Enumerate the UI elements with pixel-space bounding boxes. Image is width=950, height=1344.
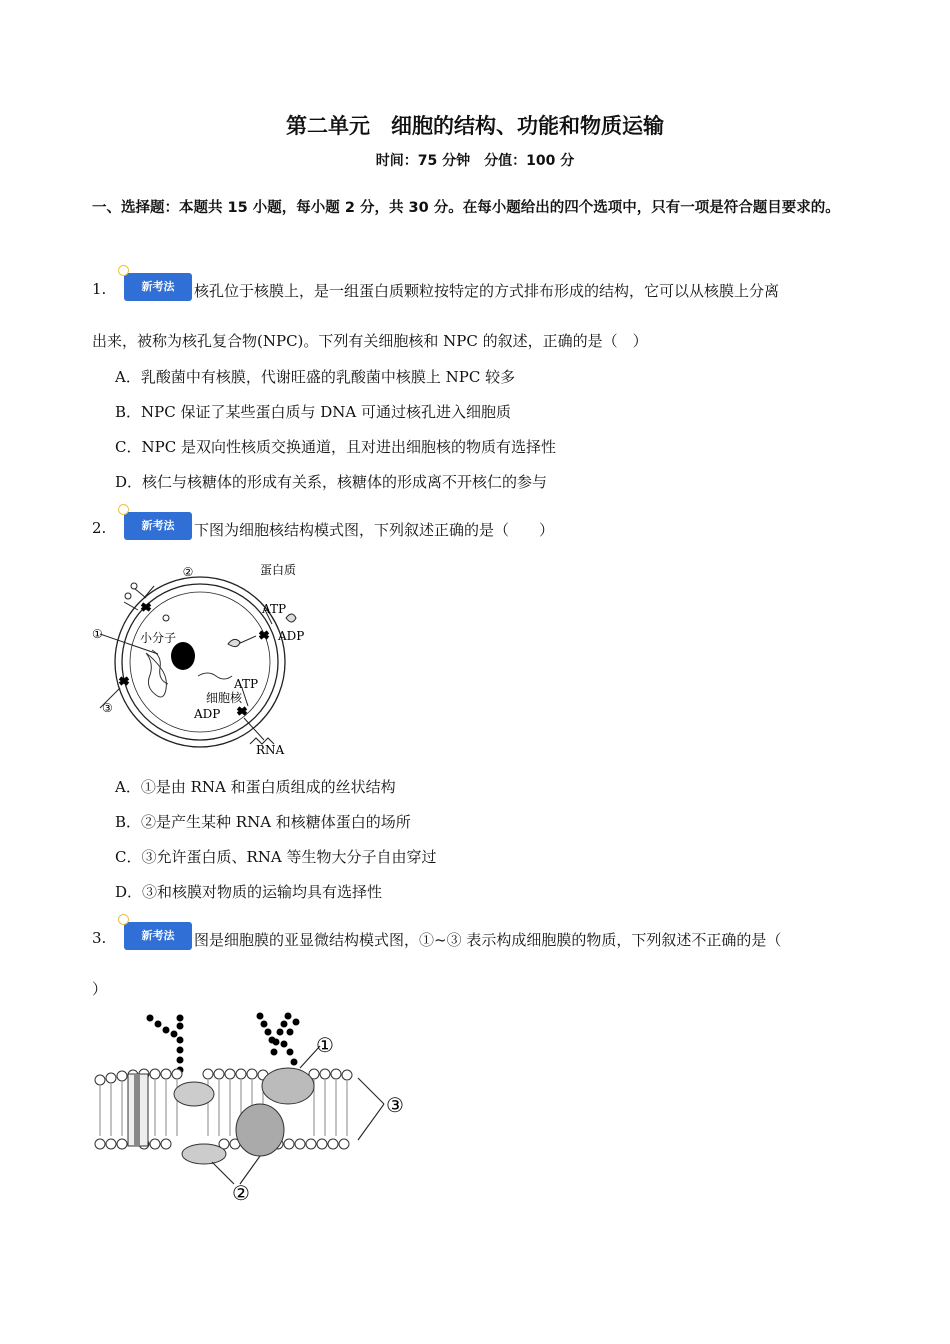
badge-dot-icon [118, 265, 129, 276]
membrane-label-circled-3: ③ [386, 1093, 404, 1117]
question-2-option-b[interactable]: B．②是产生某种 RNA 和核糖体蛋白的场所 [115, 813, 411, 831]
question-1-option-c[interactable]: C．NPC 是双向性核质交换通道，且对进出细胞核的物质有选择性 [115, 438, 556, 456]
section-heading: 一、选择题：本题共 15 小题，每小题 2 分，共 30 分。在每小题给出的四个选项中，只有一项是符合题目要求的。 [92, 200, 840, 216]
question-2-option-c[interactable]: C．③允许蛋白质、RNA 等生物大分子自由穿过 [115, 848, 437, 866]
label-atp-top: ATP [262, 602, 287, 616]
question-2-option-d[interactable]: D．③和核膜对物质的运输均具有选择性 [115, 883, 383, 901]
label-small-molecule: 小分子 [140, 631, 177, 645]
question-1-stem: 核孔位于核膜上，是一组蛋白质颗粒按特定的方式排布形成的结构，它可以从核膜上分离 [194, 282, 780, 300]
question-1-option-d[interactable]: D．核仁与核糖体的形成有关系，核糖体的形成离不开核仁的参与 [115, 473, 548, 491]
cell-membrane-figure [88, 1008, 418, 1204]
exam-info: 时间：75 分钟 分值：100 分 [375, 153, 575, 169]
page-title: 第二单元 细胞的结构、功能和物质运输 [286, 114, 664, 138]
label-nucleus: 细胞核 [206, 691, 243, 705]
question-2-option-a[interactable]: A．①是由 RNA 和蛋白质组成的丝状结构 [115, 778, 396, 796]
question-1-option-b[interactable]: B．NPC 保证了某些蛋白质与 DNA 可通过核孔进入细胞质 [115, 403, 512, 421]
label-adp-bottom: ADP [194, 707, 221, 721]
label-atp-bottom: ATP [234, 677, 259, 691]
label-circled-2: ② [182, 565, 194, 579]
question-3-stem: 图是细胞膜的亚显微结构模式图，①~③ 表示构成细胞膜的物质，下列叙述不正确的是（ [194, 931, 782, 949]
nucleus-structure-figure [88, 558, 313, 758]
membrane-label-circled-2: ② [232, 1181, 250, 1204]
label-circled-3: ③ [102, 701, 113, 715]
question-2-stem: 下图为细胞核结构模式图，下列叙述正确的是（ ） [194, 521, 555, 539]
question-1-number: 1. [92, 280, 107, 298]
question-2-number: 2. [92, 519, 107, 537]
question-1-option-a[interactable]: A．乳酸菌中有核膜，代谢旺盛的乳酸菌中核膜上 NPC 较多 [115, 368, 516, 386]
new-method-badge[interactable]: 新考法 [124, 922, 192, 950]
label-adp-top: ADP [278, 629, 305, 643]
question-3-number: 3. [92, 929, 107, 947]
question-1-stem-cont: 出来，被称为核孔复合物(NPC)。下列有关细胞核和 NPC 的叙述，正确的是（ ） [92, 332, 648, 350]
label-protein: 蛋白质 [260, 563, 297, 577]
label-circled-1: ① [92, 627, 103, 641]
question-3-stem-cont: ） [92, 980, 108, 998]
badge-dot-icon [118, 504, 129, 515]
label-rna: RNA [256, 743, 285, 757]
badge-dot-icon [118, 914, 129, 925]
new-method-badge[interactable]: 新考法 [124, 273, 192, 301]
membrane-label-circled-1: ① [316, 1033, 334, 1057]
new-method-badge[interactable]: 新考法 [124, 512, 192, 540]
